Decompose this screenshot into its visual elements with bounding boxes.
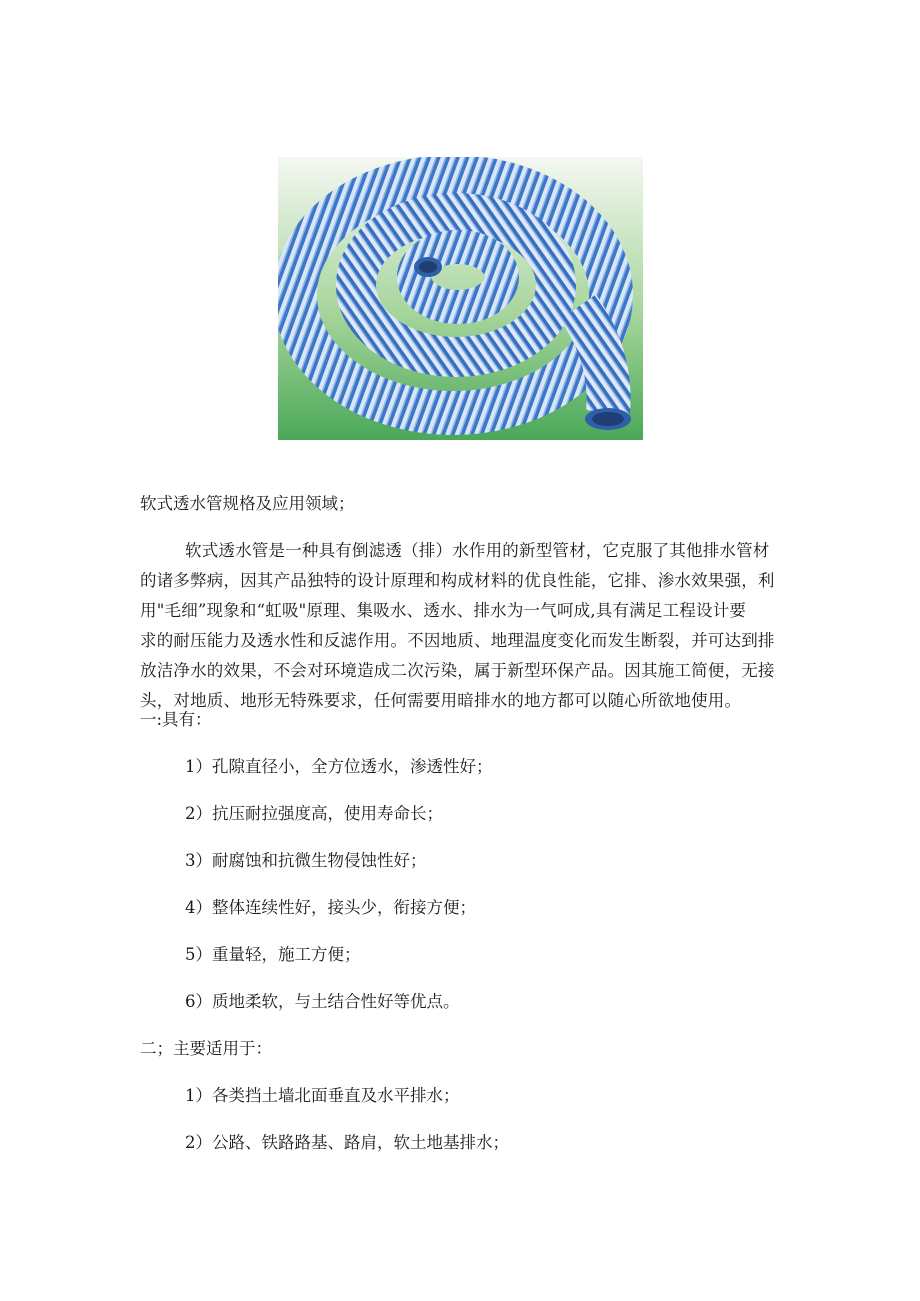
paragraph-line: 用"毛细”现象和“虹吸"原理、集吸水、透水、排水为一气呵成,具有满足工程设计要 (140, 601, 747, 620)
section1-item: 3）耐腐蚀和抗微生物侵蚀性好； (185, 851, 427, 870)
section2-item: 2）公路、铁路路基、路肩，软土地基排水； (185, 1133, 509, 1152)
paragraph-line: 放洁净水的效果，不会对环境造成二次污染，属于新型环保产品。因其施工简便，无接 (140, 661, 775, 680)
section-heading: 软式透水管规格及应用领域； (140, 494, 355, 513)
paragraph-line: 软式透水管是一种具有倒滤透（排）水作用的新型管材，它克服了其他排水管材 (185, 541, 770, 560)
product-photo (278, 157, 643, 440)
section1-item: 4）整体连续性好，接头少，衔接方便； (185, 898, 476, 917)
paragraph-line: 头，对地质、地形无特殊要求，任何需要用暗排水的地方都可以随心所欲地使用。 (140, 691, 742, 710)
section1-item: 5）重量轻，施工方便； (185, 945, 361, 964)
paragraph-line: 求的耐压能力及透水性和反滤作用。不因地质、地理温度变化而发生断裂，并可达到排 (140, 631, 775, 650)
section2-title: 二；主要适用于： (140, 1039, 272, 1058)
intro-paragraph (140, 536, 780, 716)
section2-item: 1）各类挡土墙北面垂直及水平排水； (185, 1086, 460, 1105)
section1-item: 1）孔隙直径小，全方位透水，渗透性好； (185, 757, 493, 776)
coiled-hose-icon (278, 157, 643, 440)
section1-item: 2）抗压耐拉强度高，使用寿命长； (185, 804, 443, 823)
section1-title: 一:具有： (140, 710, 212, 729)
paragraph-line: 的诸多弊病，因其产品独特的设计原理和构成材料的优良性能，它排、渗水效果强，利 (140, 571, 775, 590)
section1-item: 6）质地柔软，与土结合性好等优点。 (185, 992, 460, 1011)
